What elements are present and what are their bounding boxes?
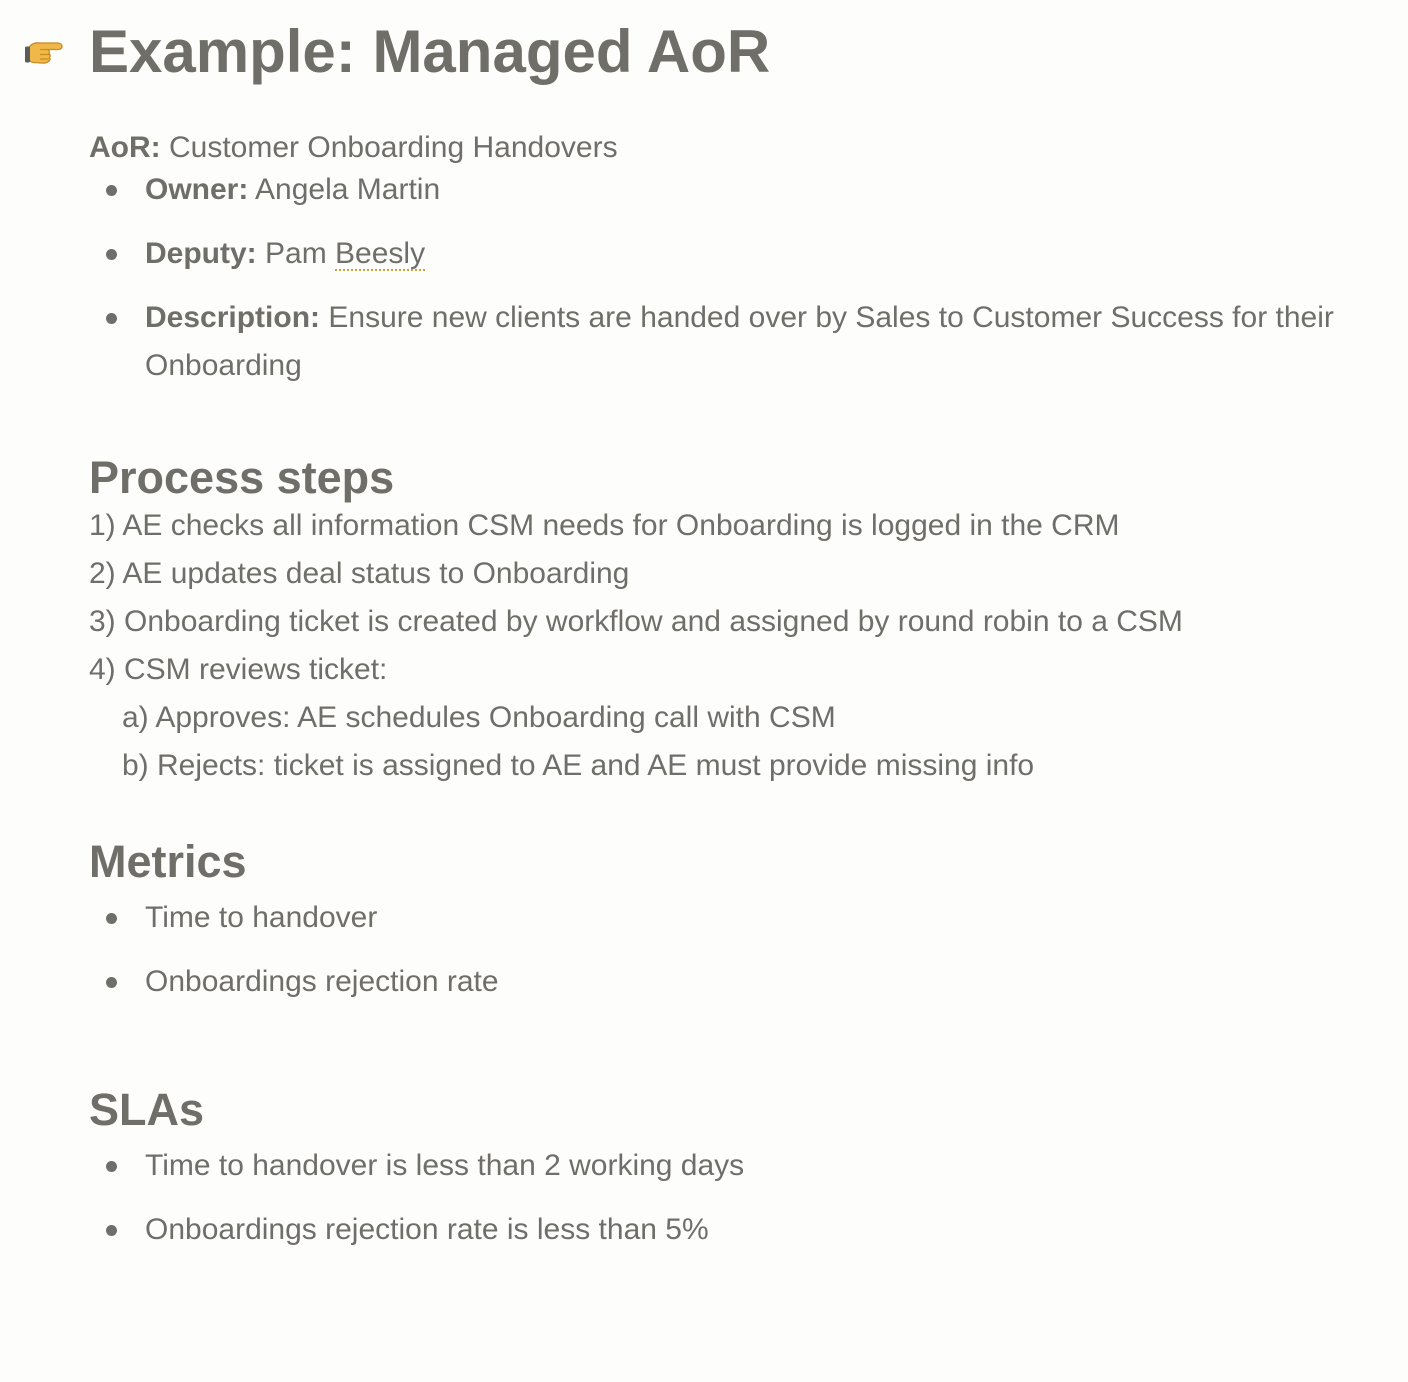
metric-item: Time to handover	[89, 894, 1379, 942]
process-step: 2) AE updates deal status to Onboarding	[89, 557, 630, 590]
process-step: 3) Onboarding ticket is created by workflow and assigned by round robin to a CSM	[89, 605, 1183, 638]
sla-item: Onboardings rejection rate is less than 5%	[89, 1206, 1379, 1254]
owner-value: Angela Martin	[255, 173, 441, 206]
deputy-value-first: Pam	[265, 237, 336, 270]
process-substep: b) Rejects: ticket is assigned to AE and AE must provide missing info	[122, 749, 1035, 782]
process-substep: a) Approves: AE schedules Onboarding call with CSM	[122, 701, 836, 734]
pointing-right-hand-icon	[24, 34, 64, 68]
sla-item: Time to handover is less than 2 working days	[89, 1142, 1379, 1190]
process-steps-heading: Process steps	[89, 452, 395, 503]
aor-value: Customer Onboarding Handovers	[169, 131, 618, 164]
description-label: Description:	[145, 301, 321, 334]
owner-label: Owner:	[145, 173, 249, 206]
slas-list	[89, 1142, 1379, 1254]
deputy-label: Deputy:	[145, 237, 257, 270]
process-step: 1) AE checks all information CSM needs for Onboarding is logged in the CRM	[89, 509, 1120, 542]
callout-body	[89, 124, 1379, 1254]
owner-item	[89, 166, 1379, 214]
slas-heading: SLAs	[89, 1084, 205, 1135]
metric-item: Onboardings rejection rate	[89, 958, 1379, 1006]
deputy-item	[89, 230, 1379, 278]
description-item	[89, 294, 1379, 390]
aor-details-list	[89, 166, 1379, 390]
process-steps	[89, 502, 1379, 790]
metrics-list	[89, 894, 1379, 1006]
metrics-heading: Metrics	[89, 836, 247, 887]
description-value: Ensure new clients are handed over by Sales to Customer Success for their Onboarding	[145, 301, 1334, 382]
callout-title: Example: Managed AoR	[89, 18, 771, 85]
process-step: 4) CSM reviews ticket:	[89, 653, 388, 686]
deputy-value-flagged[interactable]: Beesly	[335, 237, 426, 270]
aor-line	[89, 124, 1379, 172]
aor-label: AoR:	[89, 131, 161, 164]
